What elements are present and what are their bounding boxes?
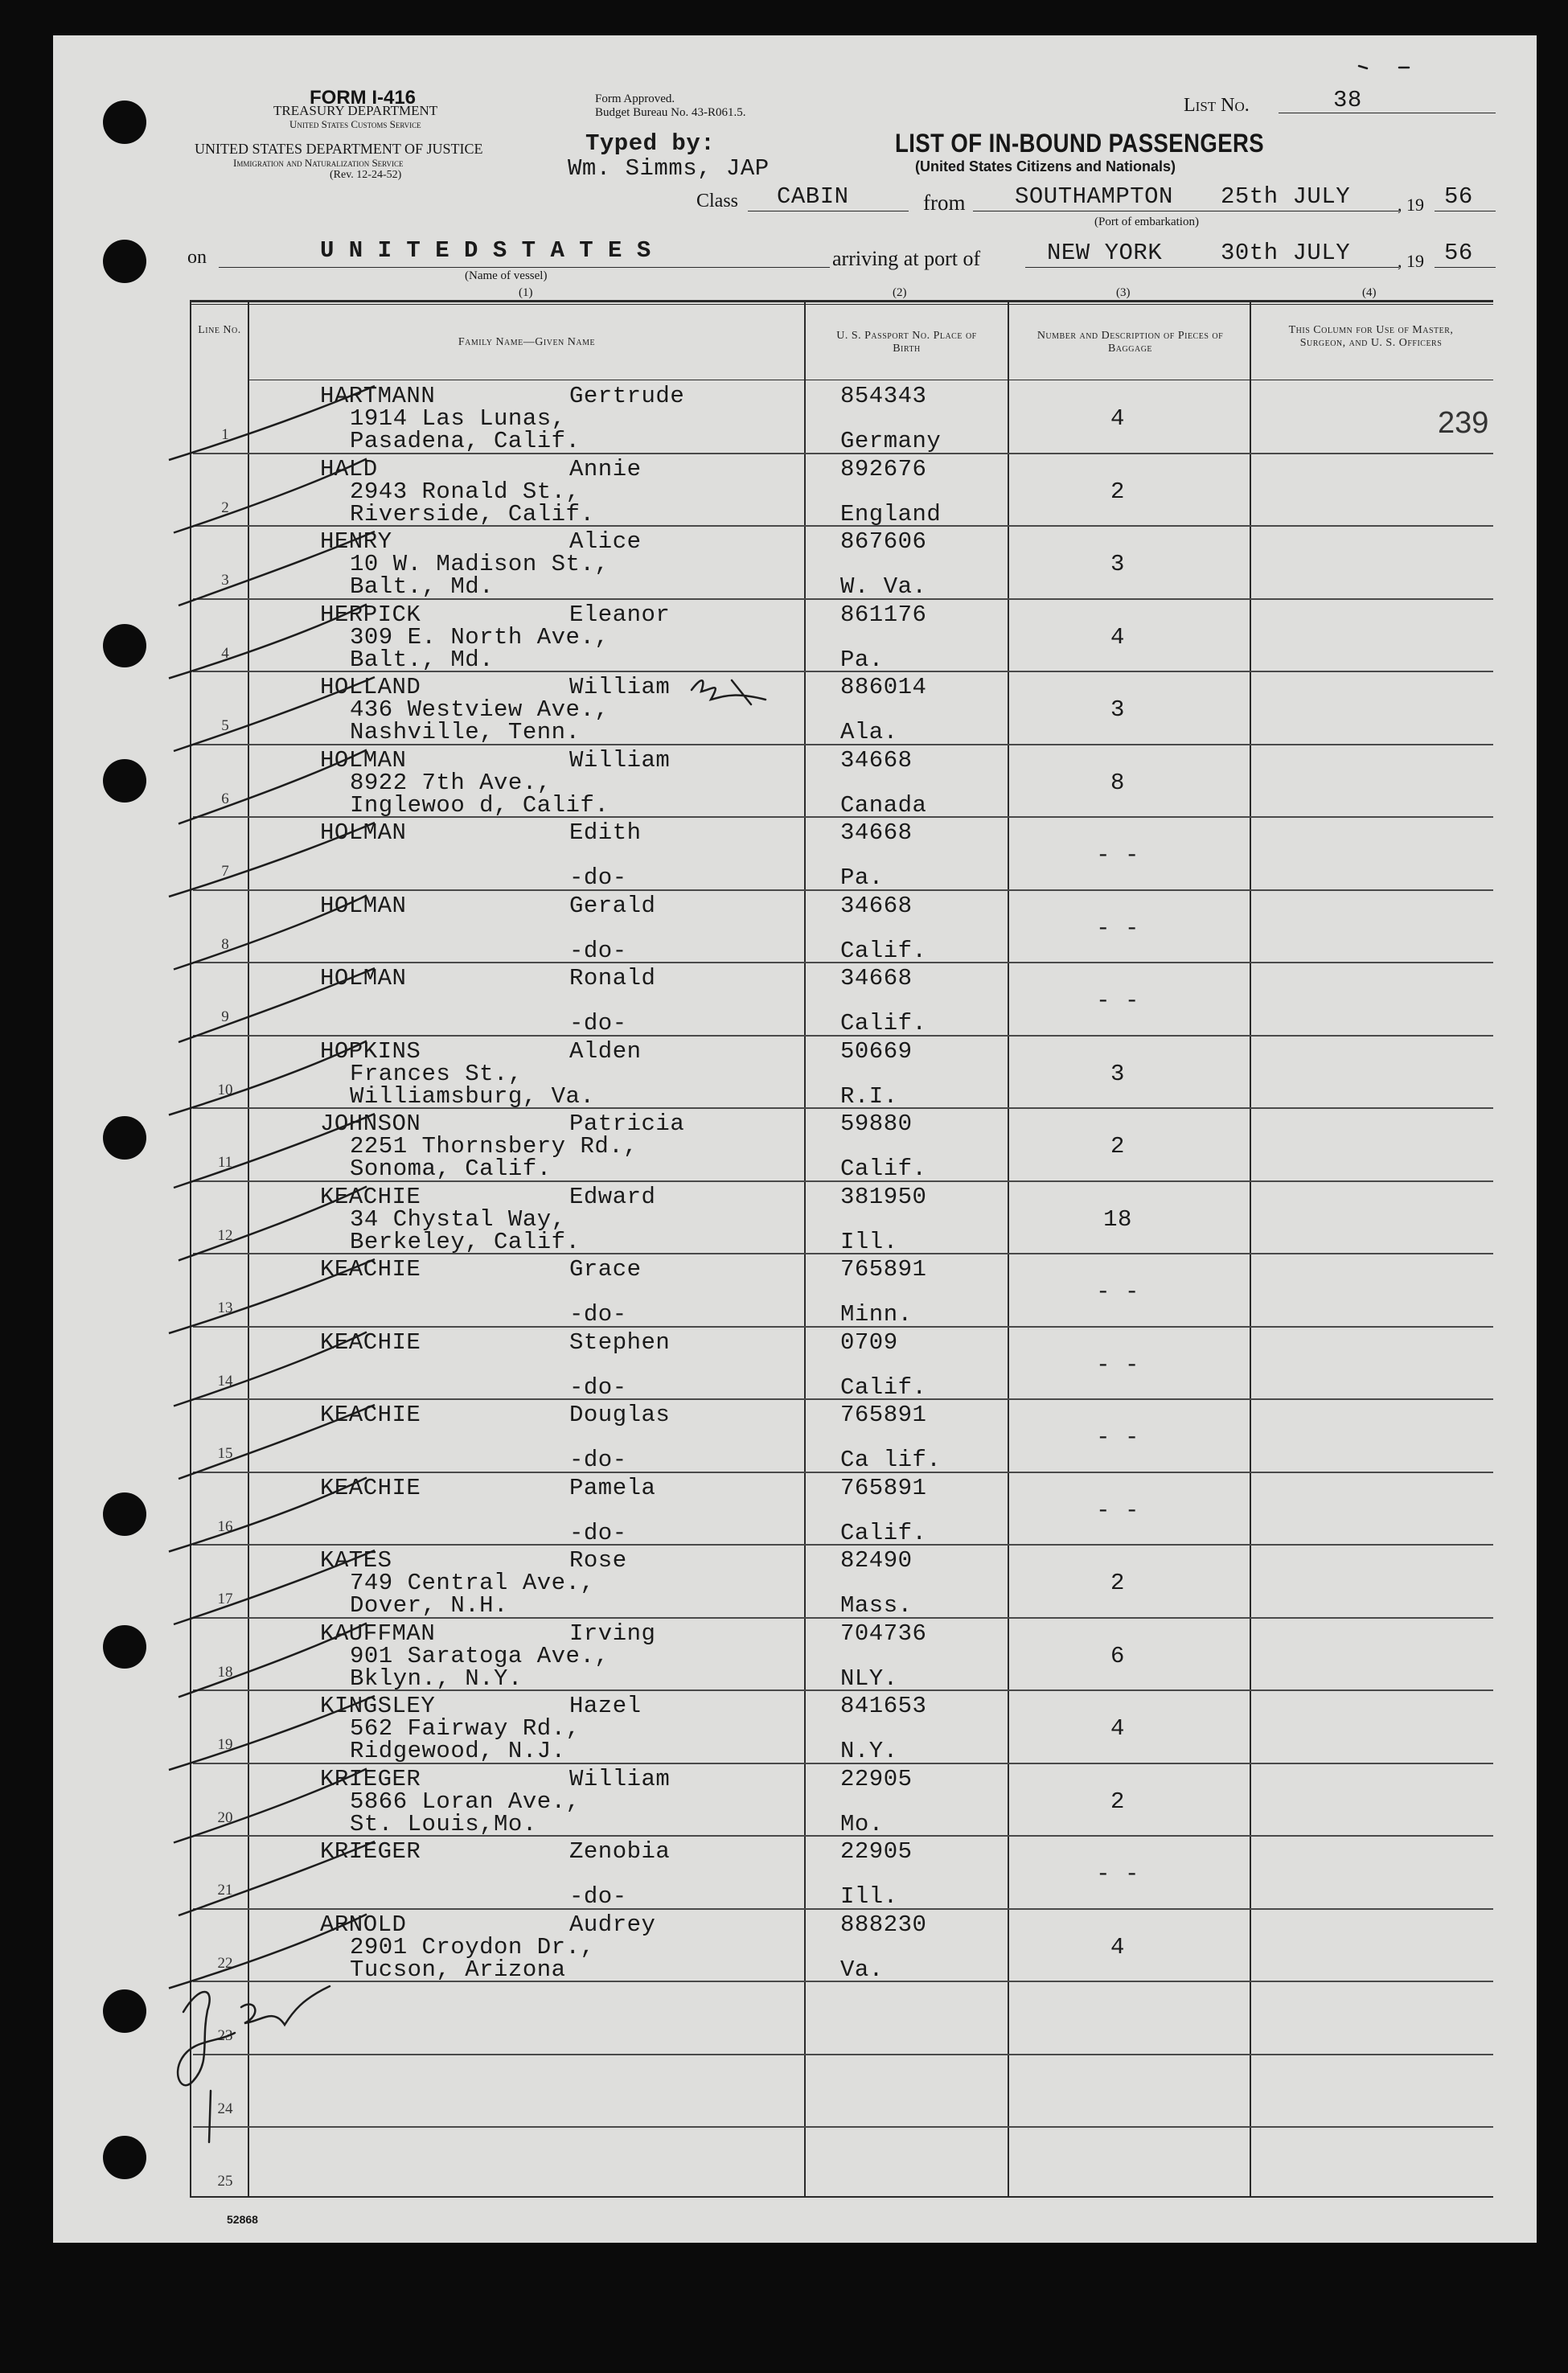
revision: (Rev. 12-24-52) <box>330 169 402 181</box>
passport-number: 34668 <box>840 746 913 774</box>
check-stroke <box>179 968 375 1042</box>
baggage-count: 4 <box>1110 623 1125 651</box>
document-subtitle: (United States Citizens and Nationals) <box>915 158 1176 174</box>
approval-line1: Form Approved. <box>595 92 675 105</box>
family-name: ARNOLD <box>320 1911 407 1938</box>
family-name: HOLLAND <box>320 674 421 700</box>
baggage-count: 2 <box>1110 1788 1125 1815</box>
passport-number: 888230 <box>840 1911 927 1938</box>
header-baggage: Number and Description of Pieces of Baggage <box>1036 330 1224 355</box>
address-line1: 8922 7th Ave., <box>350 769 552 796</box>
dept-justice-sub: Immigration and Naturalization Service <box>233 157 404 169</box>
check-stroke <box>179 1624 367 1698</box>
check-stroke <box>174 677 375 751</box>
approval-line2: Budget Bureau No. 43-R061.5. <box>595 106 746 119</box>
check-stroke <box>174 1332 367 1406</box>
arrival-year-prefix: , 19 <box>1398 251 1424 271</box>
passport-number: 34668 <box>840 819 913 846</box>
address-line2: Pasadena, Calif. <box>350 428 581 454</box>
given-name: Gertrude <box>569 383 685 409</box>
class-label: Class <box>696 191 739 211</box>
line-number: 1 <box>221 426 229 443</box>
typed-by-label: Typed by: <box>585 130 716 157</box>
place-of-birth: Germany <box>840 428 942 454</box>
document-title: LIST OF IN-BOUND PASSENGERS <box>895 129 1265 158</box>
passport-number: 854343 <box>840 383 927 409</box>
passport-number: 704736 <box>840 1620 927 1647</box>
place-of-birth: Ca lif. <box>840 1447 942 1473</box>
family-name: HENRY <box>320 528 392 555</box>
check-stroke <box>174 896 367 970</box>
given-name: Douglas <box>569 1402 671 1428</box>
address-line1: 1914 Las Lunas, <box>350 405 566 432</box>
line-number: 17 <box>217 1591 233 1607</box>
header-name: Family Name—Given Name <box>458 336 596 348</box>
family-name: KATES <box>320 1547 392 1574</box>
passport-number: 0709 <box>840 1328 898 1356</box>
header-passport: U. S. Passport No. Place of Birth <box>836 330 977 355</box>
check-stroke <box>174 1550 375 1624</box>
passport-number: 34668 <box>840 892 913 919</box>
family-name: HERPICK <box>320 601 421 628</box>
line-number: 7 <box>221 863 229 880</box>
place-of-birth: Minn. <box>840 1301 913 1328</box>
given-name: Edith <box>569 819 642 846</box>
address-line2: -do- <box>569 1373 627 1401</box>
line-number: 14 <box>217 1372 233 1390</box>
line-number: 24 <box>217 2100 233 2117</box>
footer-code: 52868 <box>227 2213 258 2226</box>
line-number: 25 <box>217 2173 233 2190</box>
given-name: Zenobia <box>569 1838 671 1865</box>
address-line1: 2901 Croydon Dr., <box>350 1933 595 1960</box>
address-line1: 309 E. North Ave., <box>350 623 610 651</box>
given-name: Patricia <box>569 1111 685 1137</box>
baggage-count: 4 <box>1110 1933 1125 1960</box>
line-number: 11 <box>217 1154 233 1171</box>
class-value: CABIN <box>777 183 849 210</box>
address-line1: 562 Fairway Rd., <box>350 1715 581 1742</box>
check-stroke <box>179 750 367 824</box>
line-number: 5 <box>221 717 229 734</box>
given-name: Rose <box>569 1547 627 1574</box>
baggage-count: 3 <box>1110 696 1125 723</box>
address-line2: Ridgewood, N.J. <box>350 1738 566 1764</box>
baggage-count: 4 <box>1110 405 1125 432</box>
line-number: 10 <box>217 1081 233 1098</box>
place-of-birth: Ala. <box>840 719 898 745</box>
line-number: 3 <box>221 572 229 589</box>
check-stroke <box>179 1841 375 1915</box>
line-number: 9 <box>221 1008 229 1025</box>
from-year: 56 <box>1444 183 1473 210</box>
given-name: Grace <box>569 1256 642 1283</box>
place-of-birth: Mass. <box>840 1592 913 1619</box>
family-name: HOLMAN <box>320 746 407 774</box>
passport-number: 765891 <box>840 1402 927 1428</box>
place-of-birth: W. Va. <box>840 573 927 600</box>
address-line2: Riverside, Calif. <box>350 500 595 528</box>
check-stroke <box>179 1187 367 1261</box>
baggage-count: - - <box>1096 914 1139 942</box>
passport-number: 861176 <box>840 601 927 628</box>
check-stroke <box>169 823 375 897</box>
passport-number: 82490 <box>840 1547 913 1574</box>
address-line2: Dover, N.H. <box>350 1592 508 1619</box>
baggage-count: 8 <box>1110 769 1125 796</box>
line-number: 20 <box>217 1808 233 1826</box>
given-name: Ronald <box>569 965 656 991</box>
address-line1: 2251 Thornsbery Rd., <box>350 1133 638 1160</box>
given-name: Annie <box>569 455 642 482</box>
arrival-date: 30th JULY <box>1221 240 1351 266</box>
stamp-number: 239 <box>1438 406 1489 440</box>
address-line2: Berkeley, Calif. <box>350 1228 581 1255</box>
passport-number: 22905 <box>840 1765 913 1792</box>
check-stroke <box>169 1259 375 1333</box>
given-name: William <box>569 1765 671 1792</box>
column-number-2: (2) <box>893 286 907 299</box>
list-no-label: List No. <box>1184 95 1250 116</box>
passport-number: 59880 <box>840 1111 913 1137</box>
address-line2: Sonoma, Calif. <box>350 1156 552 1182</box>
baggage-count: 2 <box>1110 478 1125 505</box>
line-number: 4 <box>221 644 229 662</box>
baggage-count: - - <box>1096 1279 1139 1305</box>
address-line2: -do- <box>569 1010 627 1037</box>
family-name: HOPKINS <box>320 1037 421 1065</box>
dept-treasury: TREASURY DEPARTMENT <box>273 103 438 118</box>
check-stroke <box>174 459 367 533</box>
given-name: Hazel <box>569 1693 642 1719</box>
line-number: 2 <box>221 499 229 516</box>
column-number-3: (3) <box>1116 286 1131 299</box>
baggage-count: - - <box>1096 842 1139 868</box>
passport-number: 22905 <box>840 1838 913 1865</box>
family-name: HOLMAN <box>320 819 407 846</box>
passport-number: 886014 <box>840 674 927 700</box>
family-name: KRIEGER <box>320 1838 421 1865</box>
baggage-count: 18 <box>1103 1205 1132 1233</box>
address-line1: 749 Central Ave., <box>350 1570 595 1596</box>
family-name: KEACHIE <box>320 1328 421 1356</box>
given-name: William <box>569 674 671 700</box>
family-name: KEACHIE <box>320 1256 421 1283</box>
line-number: 18 <box>217 1663 233 1681</box>
column-number-4: (4) <box>1362 286 1377 299</box>
given-name: Pamela <box>569 1474 656 1501</box>
place-of-birth: N.Y. <box>840 1738 898 1764</box>
place-of-birth: Calif. <box>840 1010 927 1037</box>
check-stroke <box>174 1114 375 1188</box>
place-of-birth: Canada <box>840 791 927 819</box>
address-line1: 34 Chystal Way, <box>350 1205 566 1233</box>
arriving-label: arriving at port of <box>832 247 981 270</box>
family-name: KRIEGER <box>320 1765 421 1792</box>
passport-number: 381950 <box>840 1183 927 1210</box>
baggage-count: - - <box>1096 1424 1139 1451</box>
family-name: KEACHIE <box>320 1183 421 1210</box>
line-number: 22 <box>217 1954 233 1972</box>
dept-justice: UNITED STATES DEPARTMENT OF JUSTICE <box>195 141 483 157</box>
baggage-count: - - <box>1096 1496 1139 1524</box>
address-line1: 10 W. Madison St., <box>350 551 610 577</box>
arrival-port: NEW YORK <box>1047 240 1163 266</box>
check-stroke <box>174 1769 367 1843</box>
passport-number: 50669 <box>840 1037 913 1065</box>
family-name: HOLMAN <box>320 965 407 991</box>
baggage-count: 2 <box>1110 1570 1125 1596</box>
family-name: HARTMANN <box>320 383 436 409</box>
line-number: 15 <box>217 1445 233 1462</box>
check-stroke <box>169 605 367 679</box>
place-of-birth: England <box>840 500 942 528</box>
place-of-birth: NLY. <box>840 1665 898 1692</box>
list-no-value: 38 <box>1333 87 1362 113</box>
address-line2: Balt., Md. <box>350 646 495 673</box>
line-number: 21 <box>217 1882 233 1899</box>
from-date: 25th JULY <box>1221 183 1351 210</box>
given-name: Irving <box>569 1620 656 1647</box>
line-number: 13 <box>217 1299 233 1316</box>
address-line2: Williamsburg, Va. <box>350 1082 595 1110</box>
vessel-label: (Name of vessel) <box>465 269 548 282</box>
check-stroke <box>179 532 375 606</box>
line-number: 23 <box>217 2027 233 2044</box>
place-of-birth: Pa. <box>840 864 884 891</box>
given-name: Alden <box>569 1037 642 1065</box>
port-of-embarkation-label: (Port of embarkation) <box>1094 216 1199 228</box>
line-number: 16 <box>217 1517 233 1535</box>
given-name: Gerald <box>569 892 656 919</box>
address-line2: St. Louis,Mo. <box>350 1810 537 1837</box>
header-line-no: Line No. <box>198 324 241 336</box>
family-name: KEACHIE <box>320 1402 421 1428</box>
place-of-birth: Calif. <box>840 937 927 964</box>
header-officers: This Column for Use of Master, Surgeon, and U. S. Officers <box>1288 324 1454 349</box>
line-number: 19 <box>217 1736 233 1753</box>
passport-number: 765891 <box>840 1256 927 1283</box>
typed-by-name: Wm. Simms, JAP <box>568 155 770 182</box>
from-port: SOUTHAMPTON <box>1015 183 1173 210</box>
on-label: on <box>187 247 207 268</box>
address-line1: Frances St., <box>350 1060 523 1087</box>
given-name: Audrey <box>569 1911 656 1938</box>
address-line2: Bklyn., N.Y. <box>350 1665 523 1692</box>
family-name: HOLMAN <box>320 892 407 919</box>
family-name: KAUFFMAN <box>320 1620 436 1647</box>
address-line2: Tucson, Arizona <box>350 1956 566 1983</box>
baggage-count: 3 <box>1110 1060 1125 1087</box>
baggage-count: - - <box>1096 987 1139 1014</box>
vessel-name: U N I T E D S T A T E S <box>320 237 651 264</box>
address-line2: Nashville, Tenn. <box>350 719 581 745</box>
place-of-birth: Calif. <box>840 1373 927 1401</box>
place-of-birth: Calif. <box>840 1156 927 1182</box>
place-of-birth: Ill. <box>840 1883 898 1910</box>
family-name: HALD <box>320 455 378 482</box>
baggage-count: 2 <box>1110 1133 1125 1160</box>
passport-number: 841653 <box>840 1693 927 1719</box>
baggage-count: - - <box>1096 1351 1139 1378</box>
baggage-count: 4 <box>1110 1715 1125 1742</box>
address-line2: Balt., Md. <box>350 573 495 600</box>
from-year-prefix: , 19 <box>1398 195 1424 215</box>
arrival-year: 56 <box>1444 240 1473 266</box>
given-name: William <box>569 746 671 774</box>
baggage-count: 3 <box>1110 551 1125 577</box>
family-name: JOHNSON <box>320 1111 421 1137</box>
address-line1: 436 Westview Ave., <box>350 696 610 723</box>
passport-number: 34668 <box>840 965 913 991</box>
line-number: 6 <box>221 790 229 807</box>
line-number: 8 <box>221 935 229 953</box>
address-line1: 901 Saratoga Ave., <box>350 1642 610 1669</box>
given-name: Edward <box>569 1183 656 1210</box>
check-stroke <box>169 1041 367 1115</box>
address-line2: -do- <box>569 864 627 891</box>
family-name: KINGSLEY <box>320 1693 436 1719</box>
passport-number: 765891 <box>840 1474 927 1501</box>
form-number: FORM I-416 <box>310 87 417 109</box>
place-of-birth: Va. <box>840 1956 884 1983</box>
given-name: Eleanor <box>569 601 671 628</box>
baggage-count: 6 <box>1110 1642 1125 1669</box>
check-stroke <box>179 1405 375 1479</box>
address-line2: -do- <box>569 1883 627 1910</box>
dept-treasury-sub: United States Customs Service <box>289 118 421 130</box>
address-line1: 5866 Loran Ave., <box>350 1788 581 1815</box>
address-line2: Inglewoo d, Calif. <box>350 791 610 819</box>
address-line2: -do- <box>569 1301 627 1328</box>
place-of-birth: Mo. <box>840 1810 884 1837</box>
passport-number: 892676 <box>840 455 927 482</box>
check-stroke <box>169 1478 367 1552</box>
passport-number: 867606 <box>840 528 927 555</box>
check-stroke <box>169 1696 375 1770</box>
address-line2: -do- <box>569 1519 627 1546</box>
family-name: KEACHIE <box>320 1474 421 1501</box>
place-of-birth: Ill. <box>840 1228 898 1255</box>
address-line2: -do- <box>569 1447 627 1473</box>
baggage-count: - - <box>1096 1861 1139 1887</box>
check-stroke <box>169 386 375 460</box>
place-of-birth: Calif. <box>840 1519 927 1546</box>
check-stroke <box>169 1915 367 1989</box>
column-number-1: (1) <box>519 286 533 299</box>
given-name: Stephen <box>569 1328 671 1356</box>
place-of-birth: R.I. <box>840 1082 898 1110</box>
from-label: from <box>923 191 966 215</box>
address-line1: 2943 Ronald St., <box>350 478 581 505</box>
place-of-birth: Pa. <box>840 646 884 673</box>
address-line2: -do- <box>569 937 627 964</box>
given-name: Alice <box>569 528 642 555</box>
line-number: 12 <box>217 1226 233 1244</box>
